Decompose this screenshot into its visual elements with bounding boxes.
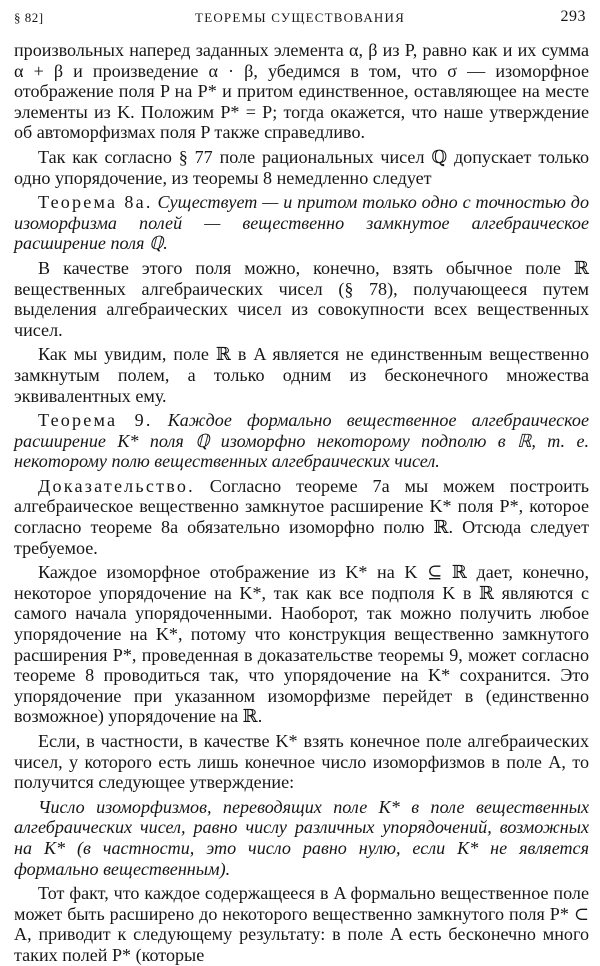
theorem-9-statement: Каждое формально вещественное алгебраическое расширение K* поля ℚ изоморфно некоторому подполю в ℝ, т. е. некоторому полю вещественных алгебраических чисел. [14,410,589,472]
theorem-9 [14,410,589,472]
proof-label: Доказательство. [38,475,195,496]
theorem-9-label: Теорема 9. [38,410,153,431]
page-body [14,40,589,966]
paragraph-field-choice: В качестве этого поля можно, конечно, взять обычное поле ℝ вещественных алгебраических чисел (§ 78), получающееся путем выделения алгебраических чисел из совокупности всех вещественных чисел. [14,257,589,340]
proof [14,476,589,558]
proof-text: Согласно теореме 7а мы можем построить алгебраическое вещественно замкнутое расширение K* поля P*, которое согласно теореме 8а обязательно изоморфно полю ℝ. Отсюда следует требуемое. [14,475,589,558]
section-reference: § 82] [14,10,44,25]
paragraph-isomorphism-ordering: Каждое изоморфное отображение из K* на K ⊆ ℝ дает, конечно, некоторое упорядочение на K*, так как все подполя K в ℝ являются с самого начала упорядоченными. Наоборот, так можно получить любое упорядочение на K*, потому что конструкция вещественно замкнутого расширения P*, проведенная в доказательстве теоремы 9, может согласно теореме 8 проводиться так, что упорядочение на K* сохранится. Это упорядочение при указанном изоморфизме перейдет в (единственно возможное) упорядочение на ℝ. [14,562,589,727]
page-number: 293 [560,8,586,25]
theorem-8a-label: Теорема 8а. [38,192,153,213]
paragraph-rational-ordering: Так как согласно § 77 поле рациональных чисел ℚ допускает только одно упорядочение, из теоремы 8 немедленно следует [14,146,589,188]
paragraph-infinite-fields: Тот факт, что каждое содержащееся в A формально вещественное поле может быть расширено до некоторого вещественно замкнутого поля P* ⊂ A, приводит к следующему результату: в поле A есть бесконечно много таких полей P* (которые [14,883,589,965]
running-header [12,8,588,30]
statement-isomorphism-count: Число изоморфизмов, переводящих поле K* в поле вещественных алгебраических чисел, равно числу различных упорядочений, возможных на K* (в частности, это число равно нулю, если K* не является формально вещественным). [14,796,589,879]
paragraph-not-unique: Как мы увидим, поле ℝ в A является не единственным вещественно замкнутым полем, а только одним из бесконечного множества эквивалентных ему. [14,344,589,406]
theorem-8a-statement: Существует — и притом только одно с точностью до изоморфизма полей — вещественно замкнутое алгебраическое расширение поля ℚ. [14,192,589,254]
paragraph-finite-field: Если, в частности, в качестве K* взять конечное поле алгебраических чисел, у которого есть лишь конечное число изоморфизмов в поле A, то получится следующее утверждение: [14,731,589,793]
running-title: ТЕОРЕМЫ СУЩЕСТВОВАНИЯ [195,10,405,25]
theorem-8a [14,192,589,254]
paragraph-continuation: произвольных наперед заданных элемента α, β из P, равно как и их сумма α + β и произведение α · β, убедимся в том, что σ — изоморфное отображение поля P на P* и притом единственное, оставляющее на месте элементы из K. Положим P* = P; тогда окажется, что наше утверждение об автоморфизмах поля P также справедливо. [14,40,589,143]
